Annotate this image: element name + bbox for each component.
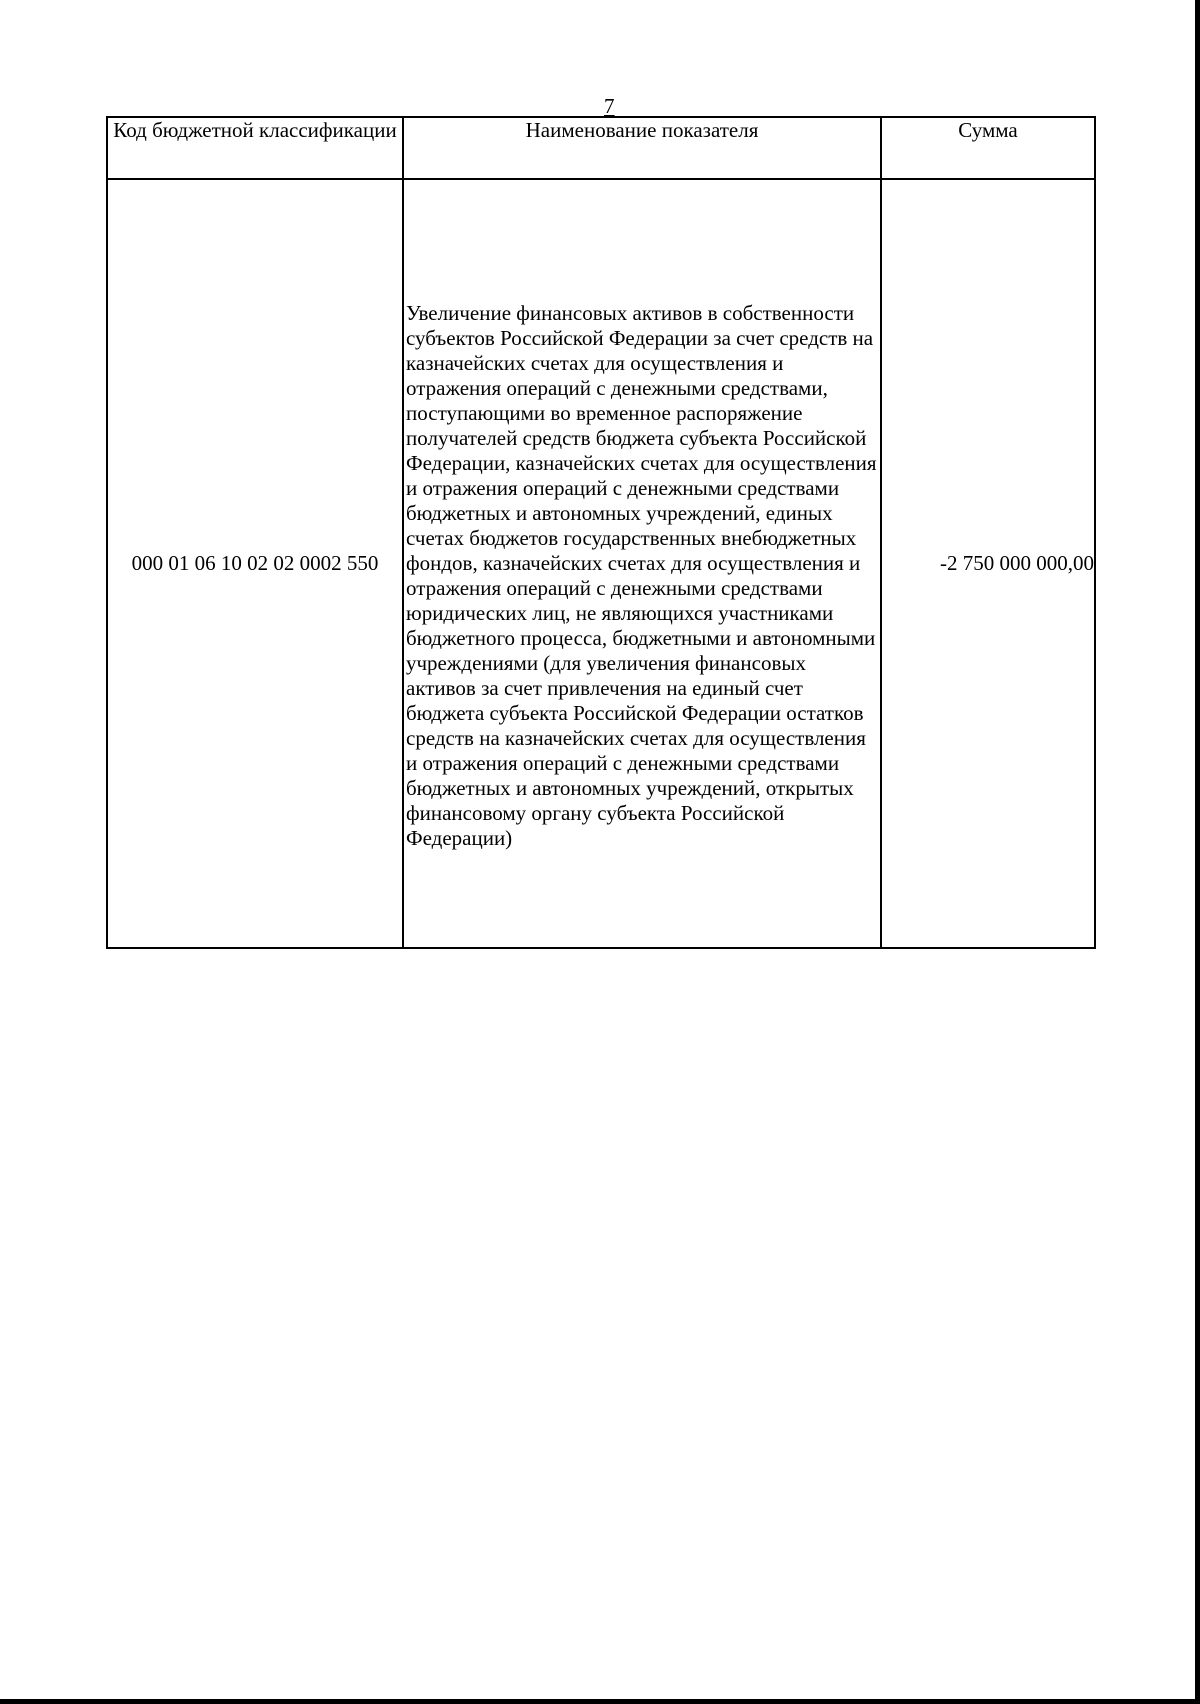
scan-edge-right: [1195, 0, 1200, 1704]
header-name: Наименование показателя: [403, 117, 881, 179]
cell-budget-code: 000 01 06 10 02 02 0002 550: [107, 179, 403, 948]
budget-classification-table: [106, 116, 1096, 949]
table-header-row: [107, 117, 1095, 179]
page-number: 7: [604, 94, 615, 118]
cell-sum: -2 750 000 000,00: [881, 179, 1095, 948]
header-code: Код бюджетной классификации: [107, 117, 403, 179]
scan-edge-bottom: [0, 1699, 1200, 1704]
table-row: [107, 179, 1095, 948]
cell-indicator-name: Увеличение финансовых активов в собственности субъектов Российской Федерации за счет средств на казначейских счетах для осуществления и отражения операций с денежными средствами, поступающими во временное распоряжение получателей средств бюджета субъекта Российской Федерации, казначейских счетах для осуществления и отражения операций с денежными средствами бюджетных и автономных учреждений, единых счетах бюджетов государственных внебюджетных фондов, казначейских счетах для осуществления и отражения операций с денежными средствами юридических лиц, не являющихся участниками бюджетного процесса, бюджетными и автономными учреждениями (для увеличения финансовых активов за счет привлечения на единый счет бюджета субъекта Российской Федерации остатков средств на казначейских счетах для осуществления и отражения операций с денежными средствами бюджетных и автономных учреждений, открытых финансовому органу субъекта Российской Федерации): [403, 179, 881, 948]
header-sum: Сумма: [881, 117, 1095, 179]
